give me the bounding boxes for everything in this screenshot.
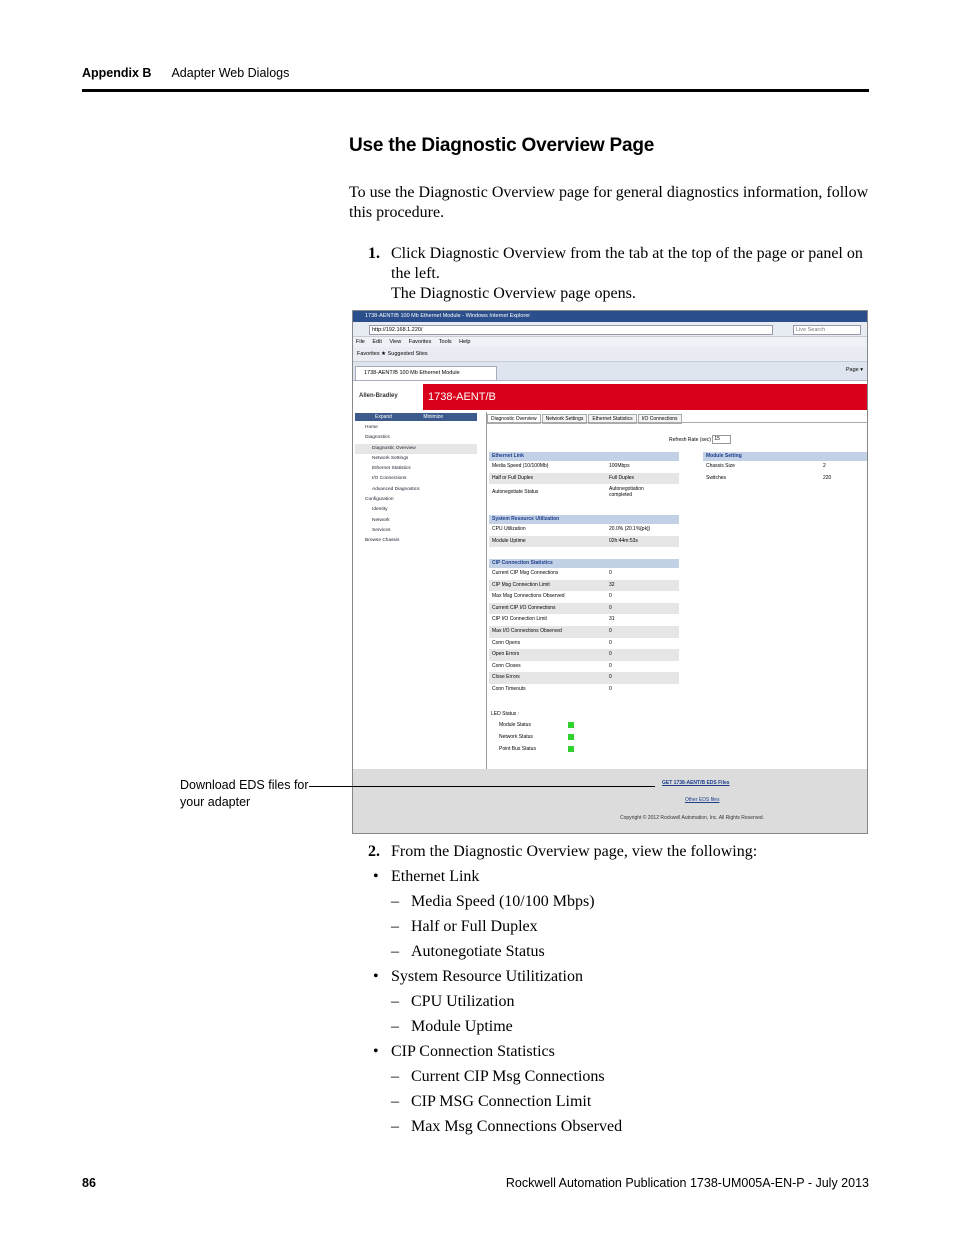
favorites-bar <box>353 347 867 362</box>
list-item: – Half or Full Duplex <box>391 918 538 935</box>
list-item: • System Resource Utilitization <box>373 968 583 985</box>
table-row: Current CIP I/O Connections 0 <box>489 603 679 615</box>
tab-io-connections[interactable]: I/O Connections <box>638 414 682 424</box>
dash-icon: – <box>391 1093 399 1110</box>
led-row: Module Status <box>491 719 611 731</box>
nav-item-diagnostics[interactable]: Diagnostics <box>365 435 390 441</box>
tab-ethernet-statistics[interactable]: Ethernet Statistics <box>588 414 636 424</box>
dash-icon: – <box>391 943 399 960</box>
header-chapter: Adapter Web Dialogs <box>171 66 290 80</box>
publication-footer: Rockwell Automation Publication 1738-UM005A-EN-P - July 2013 <box>505 1176 869 1190</box>
address-field[interactable]: http://192.168.1.220/ <box>369 325 773 335</box>
list-item: – Current CIP Msg Connections <box>391 1068 605 1085</box>
tab-diagnostic-overview[interactable]: Diagnostic Overview <box>487 414 541 424</box>
running-header <box>82 66 289 80</box>
nav-item-io-connections[interactable]: I/O Connections <box>372 476 407 482</box>
dash-icon: – <box>391 1018 399 1035</box>
expand-button[interactable]: Expand <box>375 414 392 420</box>
step-1 <box>368 244 868 304</box>
dash-icon: – <box>391 1068 399 1085</box>
table-row: Chassis Size 2 <box>706 463 826 469</box>
nav-item-network-settings[interactable]: Network Settings <box>372 455 409 461</box>
list-item: – CPU Utilization <box>391 993 515 1010</box>
ethernet-link-group <box>489 452 679 500</box>
copyright: Copyright © 2012 Rockwell Automation, Inc. All Rights Reserved. <box>620 815 765 821</box>
nav-item-network[interactable]: Network <box>372 517 390 523</box>
group-heading: Module Setting <box>703 452 868 461</box>
group-heading: Ethernet Link <box>489 452 679 461</box>
module-setting-group <box>703 452 868 484</box>
table-row: Conn Opens 0 <box>492 639 612 646</box>
led-status <box>491 709 611 755</box>
header-section: Appendix B <box>82 66 152 80</box>
eds-files-link[interactable]: GET 1738-AENT/B EDS Files <box>662 780 730 786</box>
refresh-input[interactable]: 15 <box>712 435 731 444</box>
dash-icon: – <box>391 918 399 935</box>
table-row: Max I/O Connections Observed 0 <box>489 626 679 638</box>
search-field[interactable]: Live Search <box>793 325 861 335</box>
system-resource-group <box>489 515 679 547</box>
page-menu[interactable]: Page ▾ <box>845 367 863 373</box>
led-row: Point Bus Status <box>491 743 611 755</box>
nav-item-advanced-diagnostics[interactable]: Advanced Diagnostics <box>372 486 420 492</box>
refresh-rate <box>669 435 731 444</box>
browser-tab[interactable]: 1738-AENT/B 100 Mb Ethernet Module <box>355 366 497 381</box>
list-item: • Ethernet Link <box>373 868 480 885</box>
dash-icon: – <box>391 1118 399 1135</box>
header-rule <box>82 89 869 92</box>
step-2-line <box>368 842 868 867</box>
page-footer-area <box>353 769 868 834</box>
bullet-icon: • <box>373 868 379 885</box>
step-2-text: From the Diagnostic Overview page, view the following: <box>391 843 758 860</box>
tab-network-settings[interactable]: Network Settings <box>542 414 588 424</box>
table-row: Close Errors 0 <box>489 672 679 684</box>
cip-connection-group <box>489 559 679 696</box>
intro-paragraph: To use the Diagnostic Overview page for general diagnostics information, follow this procedure. <box>349 184 869 221</box>
table-row: Conn Closes 0 <box>492 662 612 669</box>
led-status-title: LED Status : <box>491 711 520 717</box>
group-heading: CIP Connection Statistics <box>489 559 679 568</box>
table-row: CPU Utilization 20.0% (20.1%[pk]) <box>492 526 651 532</box>
nav-item-configuration[interactable]: Configuration <box>365 497 394 503</box>
step-1-result: The Diagnostic Overview page opens. <box>391 285 636 302</box>
table-row: Media Speed (10/100Mb) 100Mbps <box>492 463 630 469</box>
allen-bradley-logo: Allen-Bradley <box>359 393 398 399</box>
bullet-icon: • <box>373 1043 379 1060</box>
nav-buttons <box>355 413 477 421</box>
step-1-number: 1. <box>368 245 380 262</box>
page-title: Use the Diagnostic Overview Page <box>349 135 655 156</box>
module-banner: 1738-AENT/B <box>423 384 868 410</box>
address-bar <box>353 322 867 337</box>
table-row: Autonegotiate Status Autonegotiation completed <box>492 486 644 499</box>
page-number: 86 <box>82 1176 96 1190</box>
step-2-number: 2. <box>368 843 380 860</box>
ab-header <box>353 384 868 410</box>
table-row: Current CIP Msg Connections 0 <box>492 570 612 576</box>
green-led-icon <box>568 722 574 728</box>
step-2 <box>368 842 868 1142</box>
list-item: – CIP MSG Connection Limit <box>391 1093 592 1110</box>
nav-item-home[interactable]: Home <box>365 425 378 430</box>
green-led-icon <box>568 746 574 752</box>
nav-item-identity[interactable]: Identity <box>372 507 388 513</box>
callout-line <box>309 786 655 787</box>
dash-icon: – <box>391 893 399 910</box>
table-row: Switches 220 <box>706 474 832 481</box>
favorites-button[interactable]: Favorites <box>357 351 380 357</box>
nav-item-diagnostic-overview[interactable]: Diagnostic Overview <box>355 444 477 454</box>
table-row: Open Errors 0 <box>489 649 679 661</box>
suggested-sites-link[interactable]: Suggested Sites <box>387 351 428 357</box>
table-row: Module Uptime 02h:44m:53s <box>489 536 679 548</box>
star-icon: ★ <box>381 351 388 357</box>
list-item: – Autonegotiate Status <box>391 943 545 960</box>
nav-item-ethernet-statistics[interactable]: Ethernet Statistics <box>372 466 411 472</box>
browser-tab-strip <box>353 362 867 381</box>
step-1-text: Click Diagnostic Overview from the tab at the top of the page or panel on the left. <box>391 245 863 282</box>
nav-item-browse-chassis[interactable]: Browse Chassis <box>365 538 400 544</box>
list-item: – Media Speed (10/100 Mbps) <box>391 893 595 910</box>
dash-icon: – <box>391 993 399 1010</box>
list-item: • CIP Connection Statistics <box>373 1043 555 1060</box>
table-row: CIP I/O Connection Limit 31 <box>492 616 615 623</box>
callout-text: Download EDS files for your adapter <box>180 778 309 809</box>
led-row: Network Status <box>491 731 611 743</box>
diagnostic-overview-screenshot <box>352 310 868 834</box>
browser-title-bar: 1738-AENT/B 100 Mb Ethernet Module - Windows Internet Explorer <box>353 311 867 322</box>
green-led-icon <box>568 734 574 740</box>
table-row: Conn Timeouts 0 <box>492 685 612 692</box>
table-row: Half or Full Duplex Full Duplex <box>489 473 679 485</box>
bullet-icon: • <box>373 968 379 985</box>
list-item: – Module Uptime <box>391 1018 513 1035</box>
browser-menu-bar[interactable]: File Edit View Favorites Tools Help <box>353 337 867 347</box>
list-item: – Max Msg Connections Observed <box>391 1118 623 1135</box>
panel-divider <box>486 412 487 769</box>
minimize-button[interactable]: Minimize <box>423 414 444 420</box>
page-tabs <box>487 414 683 422</box>
other-eds-files-link[interactable]: Other EDS files <box>685 797 720 803</box>
nav-item-services[interactable]: Services <box>372 527 391 533</box>
table-row: Max Msg Connections Observed 0 <box>492 593 612 600</box>
tab-rule <box>487 422 868 423</box>
group-heading: System Resource Utilization <box>489 515 679 524</box>
table-row: CIP Msg Connection Limit 32 <box>489 580 679 592</box>
refresh-label: Refresh Rate (sec) <box>669 436 711 443</box>
